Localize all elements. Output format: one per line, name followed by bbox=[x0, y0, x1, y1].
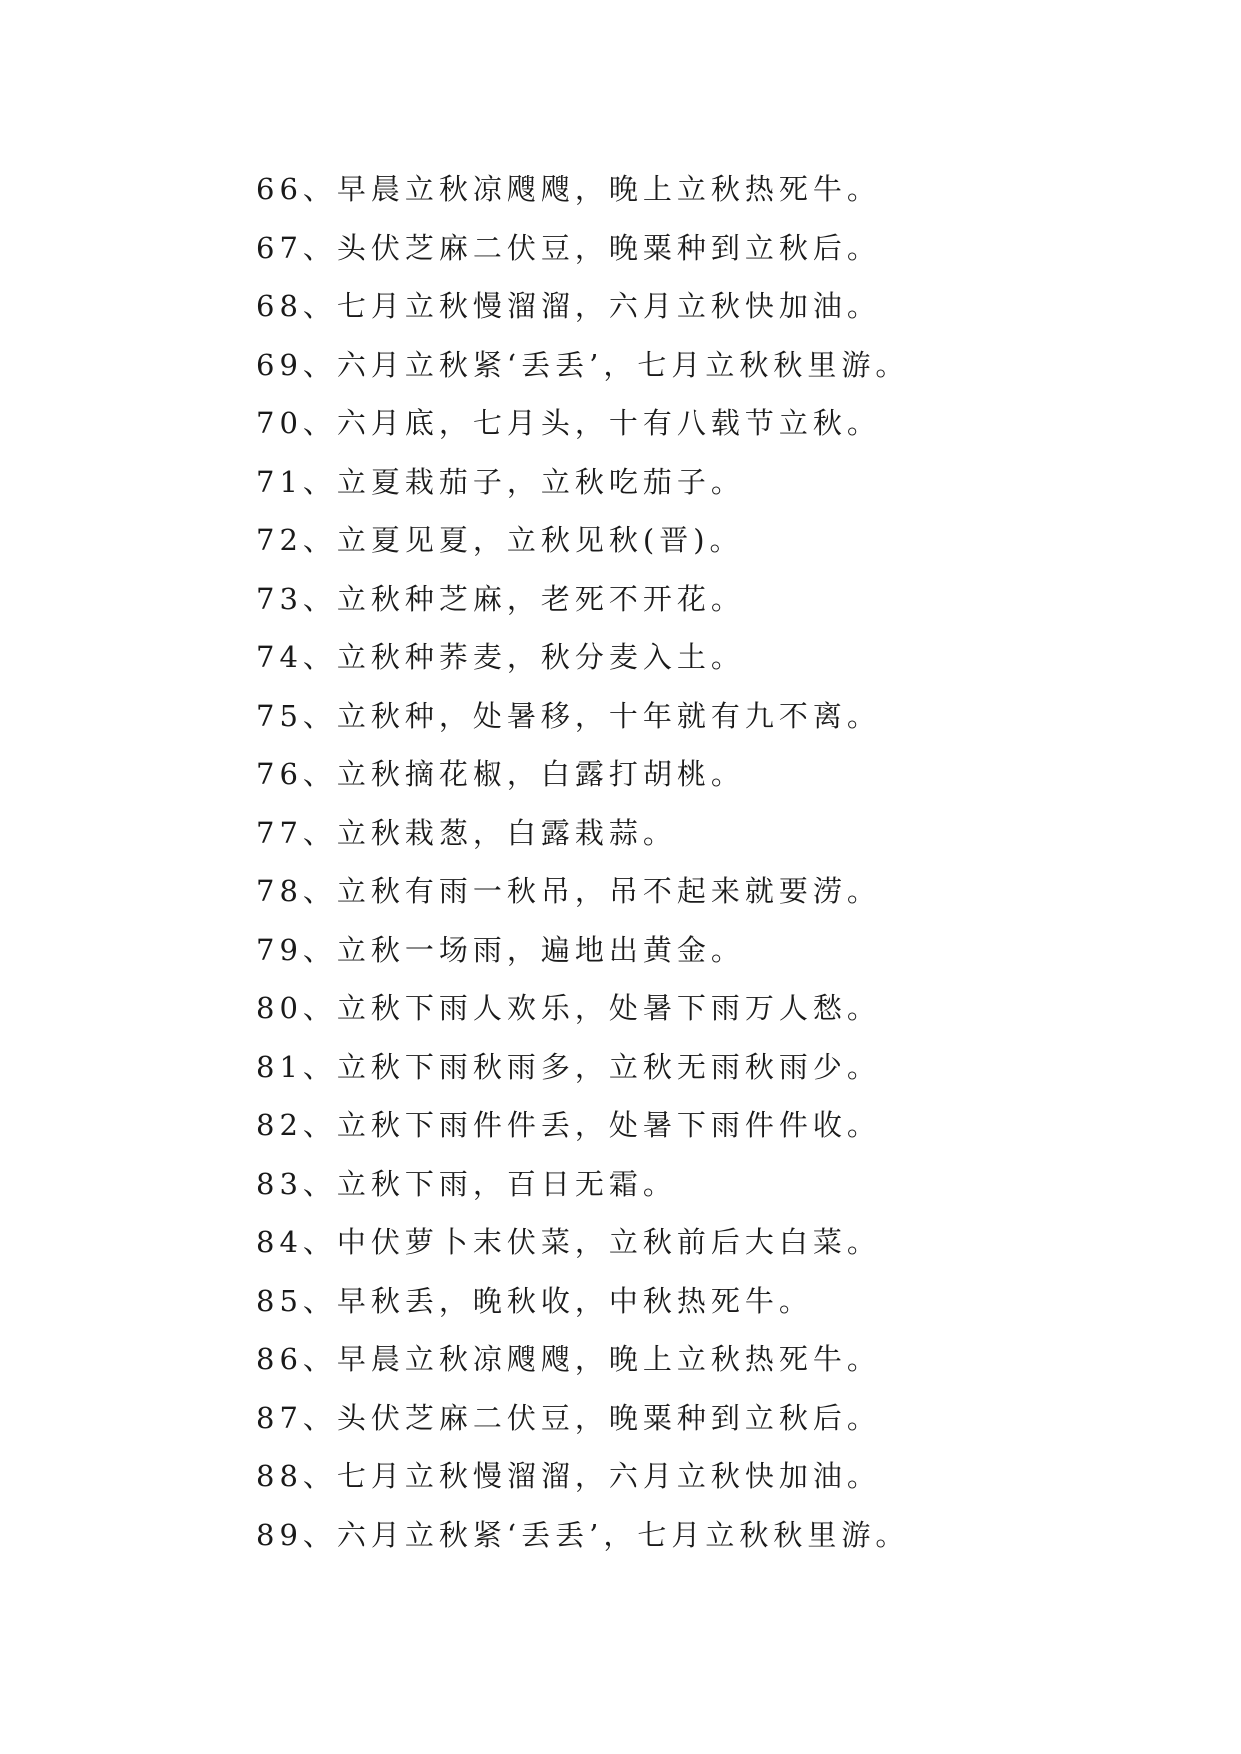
proverb-line: 86、早晨立秋凉飕飕，晚上立秋热死牛。 bbox=[256, 1342, 881, 1376]
proverb-line: 73、立秋种芝麻，老死不开花。 bbox=[256, 581, 745, 616]
proverb-line: 80、立秋下雨人欢乐，处暑下雨万人愁。 bbox=[256, 991, 881, 1025]
proverb-line: 77、立秋栽葱，白露栽蒜。 bbox=[256, 815, 677, 850]
proverb-line: 74、立秋种荞麦，秋分麦入土。 bbox=[256, 640, 745, 674]
proverb-line: 89、六月立秋紧‘丢丢’，七月立秋秋里游。 bbox=[256, 1517, 910, 1552]
proverb-line: 83、立秋下雨，百日无霜。 bbox=[256, 1166, 677, 1201]
proverb-line: 81、立秋下雨秋雨多，立秋无雨秋雨少。 bbox=[256, 1049, 881, 1084]
proverb-line: 87、头伏芝麻二伏豆，晚粟种到立秋后。 bbox=[256, 1400, 881, 1435]
proverb-line: 72、立夏见夏，立秋见秋(晋)。 bbox=[256, 523, 744, 557]
proverb-line: 79、立秋一场雨，遍地出黄金。 bbox=[256, 932, 745, 967]
proverb-line: 85、早秋丢，晚秋收，中秋热死牛。 bbox=[256, 1283, 813, 1318]
proverb-line: 78、立秋有雨一秋吊，吊不起来就要涝。 bbox=[256, 874, 881, 908]
proverb-line: 71、立夏栽茄子，立秋吃茄子。 bbox=[256, 464, 745, 499]
proverb-line: 76、立秋摘花椒，白露打胡桃。 bbox=[256, 757, 745, 791]
proverb-line: 66、早晨立秋凉飕飕，晚上立秋热死牛。 bbox=[256, 172, 881, 206]
proverb-line: 88、七月立秋慢溜溜，六月立秋快加油。 bbox=[256, 1459, 881, 1493]
proverb-line: 70、六月底，七月头，十有八载节立秋。 bbox=[256, 406, 881, 440]
proverb-line: 75、立秋种，处暑移，十年就有九不离。 bbox=[256, 698, 881, 733]
proverb-line: 67、头伏芝麻二伏豆，晚粟种到立秋后。 bbox=[256, 230, 881, 265]
proverb-line: 68、七月立秋慢溜溜，六月立秋快加油。 bbox=[256, 289, 881, 323]
proverb-list bbox=[256, 160, 909, 1564]
proverb-line: 82、立秋下雨件件丢，处暑下雨件件收。 bbox=[256, 1108, 881, 1142]
proverb-line: 69、六月立秋紧‘丢丢’，七月立秋秋里游。 bbox=[256, 347, 910, 382]
proverb-line: 84、中伏萝卜末伏菜，立秋前后大白菜。 bbox=[256, 1225, 881, 1259]
